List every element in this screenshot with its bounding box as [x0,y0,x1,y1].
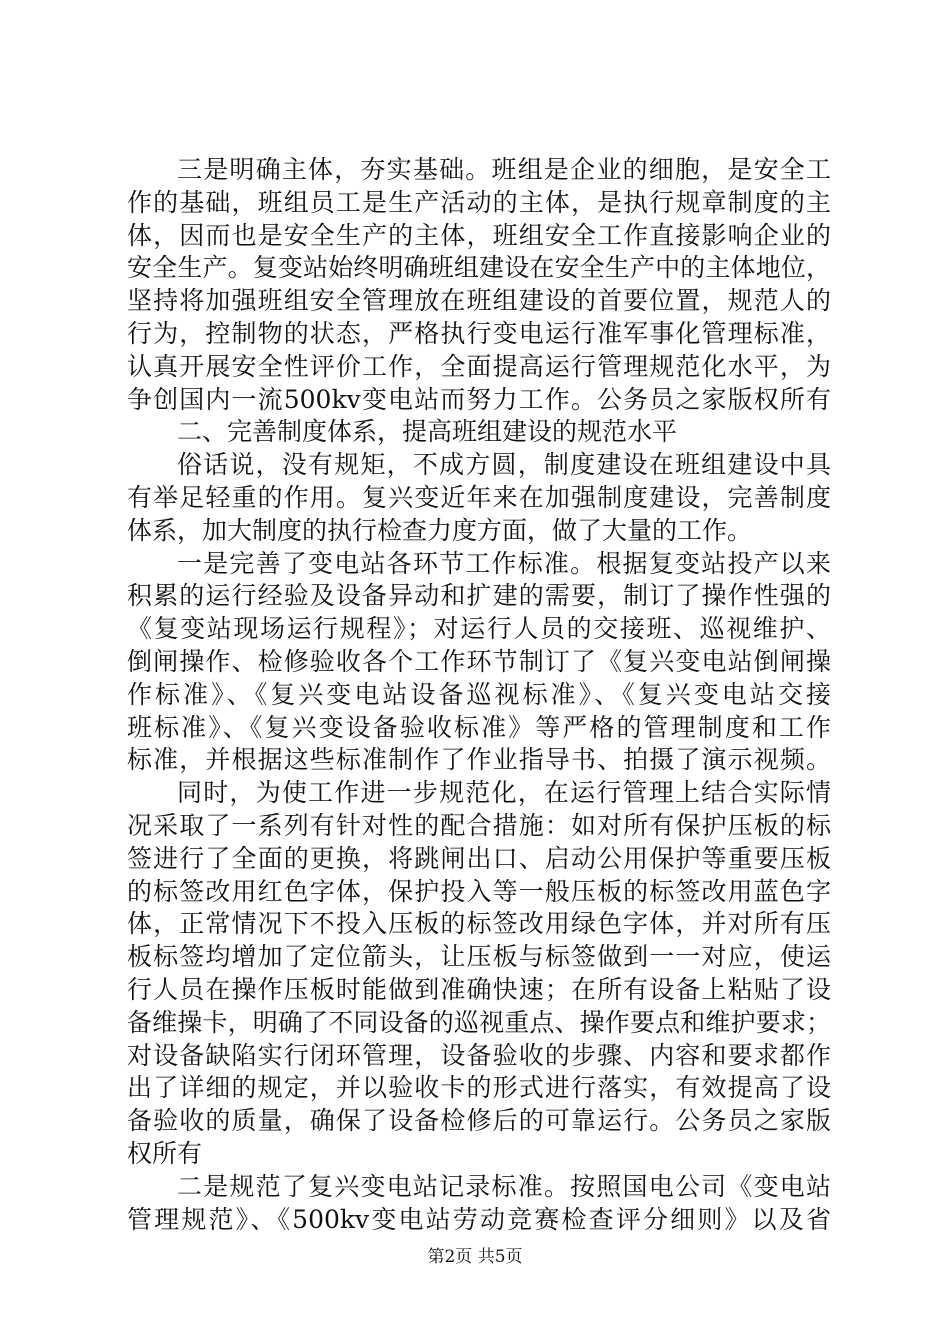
text-line: 行人员在操作压板时能做到准确快速；在所有设备上粘贴了设 [127,974,831,1004]
text-line: 积累的运行经验及设备异动和扩建的需要，制订了操作性强的 [127,581,831,611]
text-line: 作的基础，班组员工是生产活动的主体，是执行规章制度的主 [127,187,831,217]
text-line: 体，因而也是安全生产的主体，班组安全工作直接影响企业的 [127,220,831,250]
text-line: 《复变站现场运行规程》；对运行人员的交接班、巡视维护、 [127,614,831,644]
text-line: 认真开展安全性评价工作，全面提高运行管理规范化水平，为 [127,351,831,381]
text-line: 标准，并根据这些标准制作了作业指导书、拍摄了演示视频。 [127,745,831,775]
text-line: 的标签改用红色字体，保护投入等一般压板的标签改用蓝色字 [127,876,831,906]
text-line: 板标签均增加了定位箭头，让压板与标签做到一一对应，使运 [127,942,831,972]
text-line: 二、完善制度体系，提高班组建设的规范水平 [177,417,678,447]
text-line: 作标准》、《复兴变电站设备巡视标准》、《复兴变电站交接 [127,679,831,709]
text-line: 备验收的质量，确保了设备检修后的可靠运行。公务员之家版 [127,1106,831,1136]
text-line: 况采取了一系列有针对性的配合措施：如对所有保护压板的标 [127,810,831,840]
text-line: 争创国内一流500kv变电站而努力工作。公务员之家版权所有 [127,384,831,414]
page-footer: 第2页 共5页 [427,1247,523,1267]
text-line: 坚持将加强班组安全管理放在班组建设的首要位置，规范人的 [127,286,831,316]
text-line: 行为，控制物的状态，严格执行变电运行准军事化管理标准， [127,318,831,348]
text-line: 班标准》、《复兴变设备验收标准》等严格的管理制度和工作 [127,712,831,742]
text-line: 权所有 [127,1138,203,1168]
text-line: 有举足轻重的作用。复兴变近年来在加强制度建设，完善制度 [127,482,831,512]
text-line: 俗话说，没有规矩，不成方圆，制度建设在班组建设中具 [177,450,831,480]
text-line: 体，正常情况下不投入压板的标签改用绿色字体，并对所有压 [127,909,831,939]
text-line: 对设备缺陷实行闭环管理，设备验收的步骤、内容和要求都作 [127,1040,831,1070]
text-line: 同时，为使工作进一步规范化，在运行管理上结合实际情 [177,778,831,808]
text-line: 体系，加大制度的执行检查力度方面，做了大量的工作。 [127,515,753,545]
text-line: 管理规范》、《500kv变电站劳动竞赛检查评分细则》以及省 [127,1204,831,1234]
text-line: 签进行了全面的更换，将跳闸出口、启动公用保护等重要压板 [127,843,831,873]
text-line: 三是明确主体，夯实基础。班组是企业的细胞，是安全工 [177,155,831,184]
text-line: 一是完善了变电站各环节工作标准。根据复变站投产以来 [177,548,831,578]
text-line: 安全生产。复变站始终明确班组建设在安全生产中的主体地位， [127,253,831,283]
document-body [127,154,831,1236]
text-line: 出了详细的规定，并以验收卡的形式进行落实，有效提高了设 [127,1073,831,1103]
text-line: 倒闸操作、检修验收各个工作环节制订了《复兴变电站倒闸操 [127,646,831,676]
text-line: 二是规范了复兴变电站记录标准。按照国电公司《变电站 [177,1171,831,1201]
text-line: 备维操卡，明确了不同设备的巡视重点、操作要点和维护要求； [127,1007,831,1037]
